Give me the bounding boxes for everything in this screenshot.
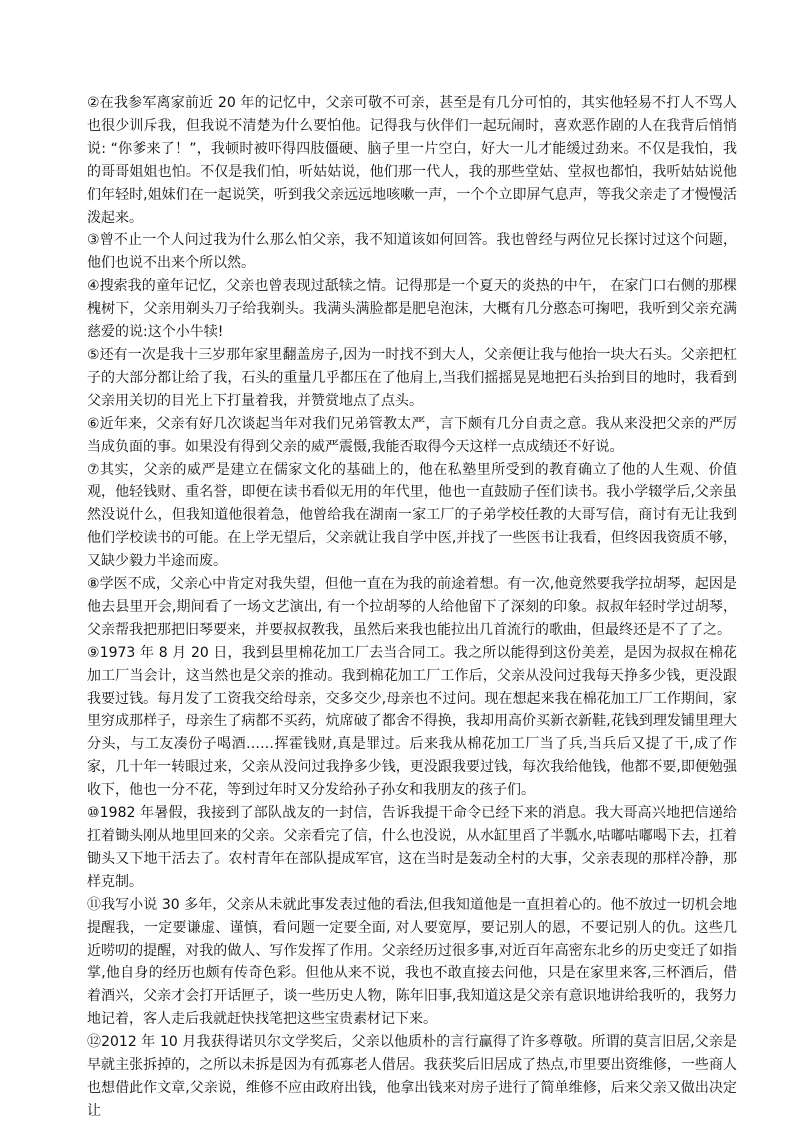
paragraph-7: ⑦其实，父亲的威严是建立在儒家文化的基础上的，他在私塾里所受到的教育确立了他的人生观、价值观，他轻钱财、重名誉，即便在读书看似无用的年代里，他也一直鼓励子侄们读书。我小学辍学后,父亲虽然没说什么，但我知道他很着急，他曾给我在湖南一家工厂的子弟学校任教的大哥写信，商讨有无让我到他们学校读书的可能。在上学无望后，父亲就让我自学中医,并找了一些医书让我看，但终因我资质不够，又缺少毅力半途而废。 [87,461,737,570]
paragraph-5: ⑤还有一次是我十三岁那年家里翻盖房子,因为一时找不到大人，父亲便让我与他抬一块大石头。父亲把杠子的大部分都让给了我，石头的重量几乎都压在了他肩上,当我们摇摇晃晃地把石头抬到目的地时，我看到父亲用关切的目光上下打量着我，并赞赏地点了点头。 [87,346,737,409]
paragraph-2: ②在我参军离家前近 20 年的记忆中，父亲可敬不可亲，甚至是有几分可怕的，其实他轻易不打人不骂人也很少训斥我，但我说不清楚为什么要怕他。记得我与伙伴们一起玩闹时，喜欢恶作剧的人在我背后悄悄说: “你爹来了！”，我顿时被吓得四肢僵硬、脑子里一片空白，好大一儿才能缓过劲来。不仅是我怕，我的哥哥姐姐也怕。不仅是我们怕，听姑姑说，他们那一代人，我的那些堂姑、堂叔也都怕，我听姑姑说他们年轻时,姐妹们在一起说笑，听到我父亲远远地咳嗽一声，一个个立即屏气息声，等我父亲走了才慢慢活泼起来。 [87,95,737,226]
paragraph-12: ⑫2012 年 10 月我获得诺贝尔文学奖后，父亲以他质朴的言行赢得了许多尊敬。所谓的莫言旧居,父亲是早就主张拆掉的，之所以未拆是因为有孤寡老人借居。我获奖后旧居成了热点,市里要出资维修，一些商人也想借此作文章,父亲说，维修不应由政府出钱，他拿出钱来对房子进行了简单维修，后来父亲又做出决定让 [87,1034,737,1119]
paragraph-8: ⑧学医不成，父亲心中肯定对我失望，但他一直在为我的前途着想。有一次,他竟然要我学拉胡琴，起因是他去县里开会,期间看了一场文艺演出, 有一个拉胡琴的人给他留下了深刻的印象。叔叔年轻时学过胡琴，父亲帮我把那把旧琴要来，并要叔叔教我，虽然后来我也能拉出几首流行的歌曲，但最终还是不了了之。 [87,576,737,638]
paragraph-9: ⑨1973 年 8 月 20 日，我到县里棉花加工厂去当合同工。我之所以能得到这份美差，是因为叔叔在棉花加工厂当会计，这当然也是父亲的推动。我到棉花加工厂工作后，父亲从没问过我每天挣多少钱，更没跟我要过钱。每月发了工资我交给母亲，交多交少,母亲也不过问。现在想起来我在棉花加工厂工作期间，家里穷成那样子，母亲生了病都不买药，炕席破了都舍不得换，我却用高价买新衣新鞋,花钱到理发铺里理大分头，与工友凑份子喝酒……挥霍钱财,真是罪过。后来我从棉花加工厂当了兵,当兵后又提了干,成了作家，几十年一转眼过来，父亲从没问过我挣多少钱，更没跟我要过钱，每次我给他钱，他都不要,即便勉强收下，他也一分不花，等到过年时又分发给孙子孙女和我朋友的孩子们。 [87,644,737,799]
paragraph-11: ⑪我写小说 30 多年，父亲从未就此事发表过他的看法,但我知道他是一直担着心的。他不放过一切机会地提醒我，一定要谦虚、谨慎，看问题一定要全面, 对人要宽厚，要记别人的恩，不要记别人的仇。这些几近唠叨的提醒，对我的做人、写作发挥了作用。父亲经历过很多事,对近百年高密东北乡的历史变迁了如指掌,他自身的经历也颇有传奇色彩。但他从来不说，我也不敢直接去问他，只是在家里来客,三杯酒后，借着酒兴，父亲才会打开话匣子，谈一些历史人物，陈年旧事,我知道这是父亲有意识地讲给我听的，我努力地记着，客人走后我就赶快找笔把这些宝贵素材记下来。 [87,896,737,1028]
paragraph-6: ⑥近年来，父亲有好几次谈起当年对我们兄弟管教太严，言下颇有几分自责之意。我从来没把父亲的严厉当成负面的事。如果没有得到父亲的威严震慑,我能否取得今天这样一点成绩还不好说。 [87,415,737,455]
paragraph-4: ④搜索我的童年记忆，父亲也曾表现过舐犊之情。记得那是一个夏天的炎热的中午， 在家门口右侧的那棵槐树下，父亲用剃头刀子给我剃头。我满头满脸都是肥皂泡沫，大概有几分憨态可掬吧，我听到父亲充满慈爱的说:这个小牛犊! [87,278,737,341]
paragraph-3: ③曾不止一个人问过我为什么那么怕父亲，我不知道该如何回答。我也曾经与两位兄长探讨过这个问题，他们也说不出来个所以然。 [87,232,737,272]
document-page [87,92,737,1123]
paragraph-10: ⑩1982 年暑假，我接到了部队战友的一封信，告诉我提干命令已经下来的消息。我大哥高兴地把信递给扛着锄头刚从地里回来的父亲。父亲看完了信，什么也没说，从水缸里舀了半瓢水,咕嘟咕嘟喝下去，扛着锄头又下地干活去了。农村青年在部队提成军官，这在当时是轰动全村的大事，父亲表现的那样冷静，那样克制。 [87,805,737,890]
